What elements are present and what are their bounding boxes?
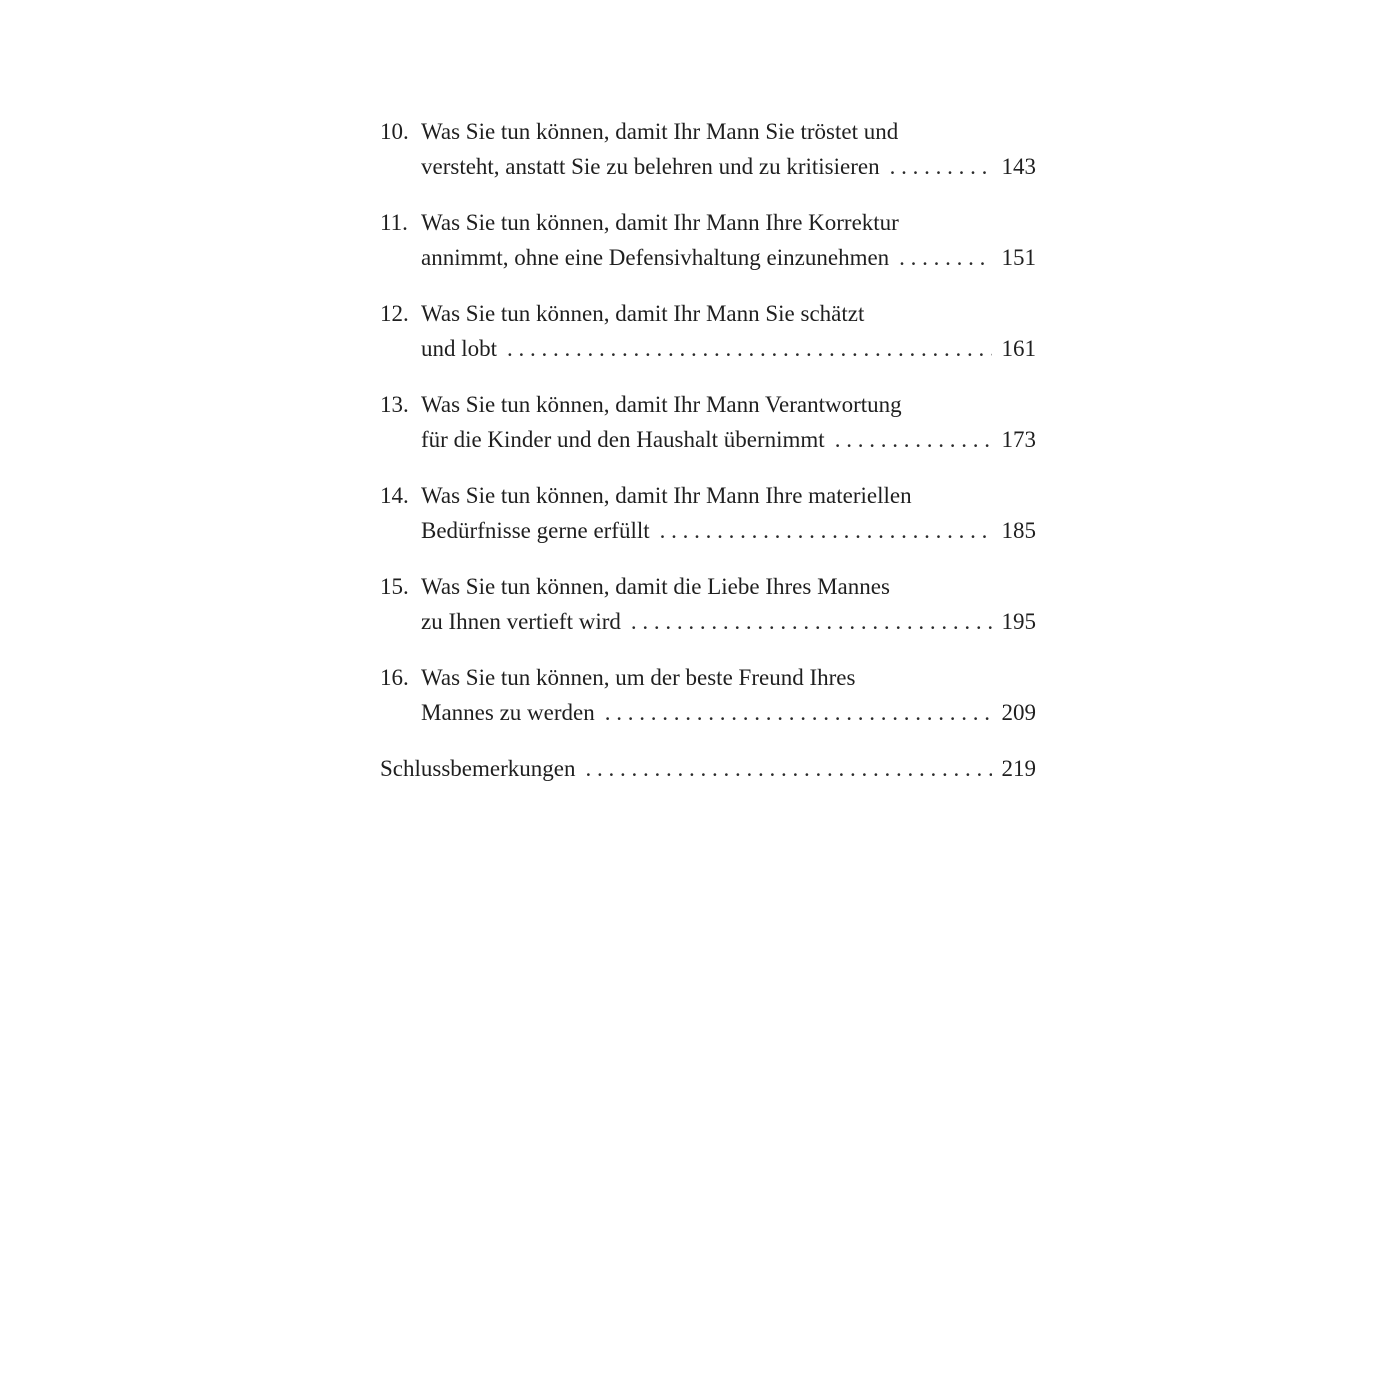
dot-leader: [890, 149, 992, 184]
leader-row: [421, 604, 1036, 639]
toc-entry-second-line: [380, 695, 1036, 730]
toc-entry-first-line: [380, 478, 1036, 513]
page-number: 173: [1001, 427, 1036, 452]
toc-entry-first-line: [380, 660, 1036, 695]
dot-leader: [585, 751, 991, 786]
chapter-title-continued: und lobt: [421, 336, 498, 361]
chapter-number: 10.: [380, 119, 409, 144]
chapter-number: 12.: [380, 301, 409, 326]
leader-row: [421, 331, 1036, 366]
toc-entry-12[interactable]: [380, 296, 1036, 366]
leader-row: [421, 513, 1036, 548]
page-number: 209: [1001, 700, 1036, 725]
dot-leader: [507, 331, 991, 366]
chapter-title: Was Sie tun können, damit Ihr Mann Verantwortung: [421, 392, 902, 417]
chapter-title-continued: annimmt, ohne eine Defensivhaltung einzunehmen: [421, 245, 890, 270]
toc-entry-first-line: [380, 569, 1036, 604]
chapter-title-continued: Mannes zu werden: [421, 700, 595, 725]
toc-entry-11[interactable]: [380, 205, 1036, 275]
toc-entry-first-line: [380, 296, 1036, 331]
chapter-title-continued: zu Ihnen vertieft wird: [421, 609, 621, 634]
page-number: 161: [1001, 336, 1036, 361]
toc-entry-second-line: [380, 240, 1036, 275]
chapter-title: Was Sie tun können, damit Ihr Mann Sie tröstet und: [421, 119, 899, 144]
chapter-number: 15.: [380, 574, 409, 599]
page-number: 185: [1001, 518, 1036, 543]
toc-entry-first-line: [380, 114, 1036, 149]
chapter-title: Was Sie tun können, um der beste Freund Ihres: [421, 665, 856, 690]
chapter-title: Was Sie tun können, damit Ihr Mann Ihre Korrektur: [421, 210, 899, 235]
leader-row: [421, 149, 1036, 184]
toc-entry-13[interactable]: [380, 387, 1036, 457]
toc-entry-second-line: [380, 331, 1036, 366]
chapter-number: 13.: [380, 392, 409, 417]
toc-entry-16[interactable]: [380, 660, 1036, 730]
toc-entry-15[interactable]: [380, 569, 1036, 639]
page-number: 143: [1001, 154, 1036, 179]
chapter-number: 16.: [380, 665, 409, 690]
toc-entry-second-line: [380, 149, 1036, 184]
dot-leader: [605, 695, 992, 730]
toc-entry-second-line: [380, 513, 1036, 548]
dot-leader: [899, 240, 991, 275]
leader-row: [421, 240, 1036, 275]
toc-entry-first-line: [380, 387, 1036, 422]
toc-entry-first-line: [380, 205, 1036, 240]
chapter-title: Was Sie tun können, damit Ihr Mann Ihre materiellen: [421, 483, 912, 508]
leader-row: [421, 695, 1036, 730]
page-number: 219: [1001, 756, 1036, 781]
dot-leader: [660, 513, 992, 548]
toc-entry-line: [380, 751, 1036, 786]
chapter-title: Was Sie tun können, damit die Liebe Ihres Mannes: [421, 574, 890, 599]
toc-entry-14[interactable]: [380, 478, 1036, 548]
toc-entry-10[interactable]: [380, 114, 1036, 184]
page-number: 151: [1001, 245, 1036, 270]
page-number: 195: [1001, 609, 1036, 634]
chapter-title: Was Sie tun können, damit Ihr Mann Sie schätzt: [421, 301, 865, 326]
chapter-title-continued: für die Kinder und den Haushalt übernimmt: [421, 427, 825, 452]
leader-row: [421, 422, 1036, 457]
toc-entry-second-line: [380, 604, 1036, 639]
chapter-number: 11.: [380, 210, 408, 235]
dot-leader: [835, 422, 992, 457]
chapter-number: 14.: [380, 483, 409, 508]
toc-entry-second-line: [380, 422, 1036, 457]
table-of-contents: [380, 114, 1036, 807]
toc-entry-closing[interactable]: [380, 751, 1036, 786]
leader-row: [380, 751, 1036, 786]
chapter-title-continued: versteht, anstatt Sie zu belehren und zu kritisieren: [421, 154, 880, 179]
dot-leader: [631, 604, 992, 639]
chapter-title-continued: Bedürfnisse gerne erfüllt: [421, 518, 650, 543]
closing-title: Schlussbemerkungen: [380, 756, 576, 781]
